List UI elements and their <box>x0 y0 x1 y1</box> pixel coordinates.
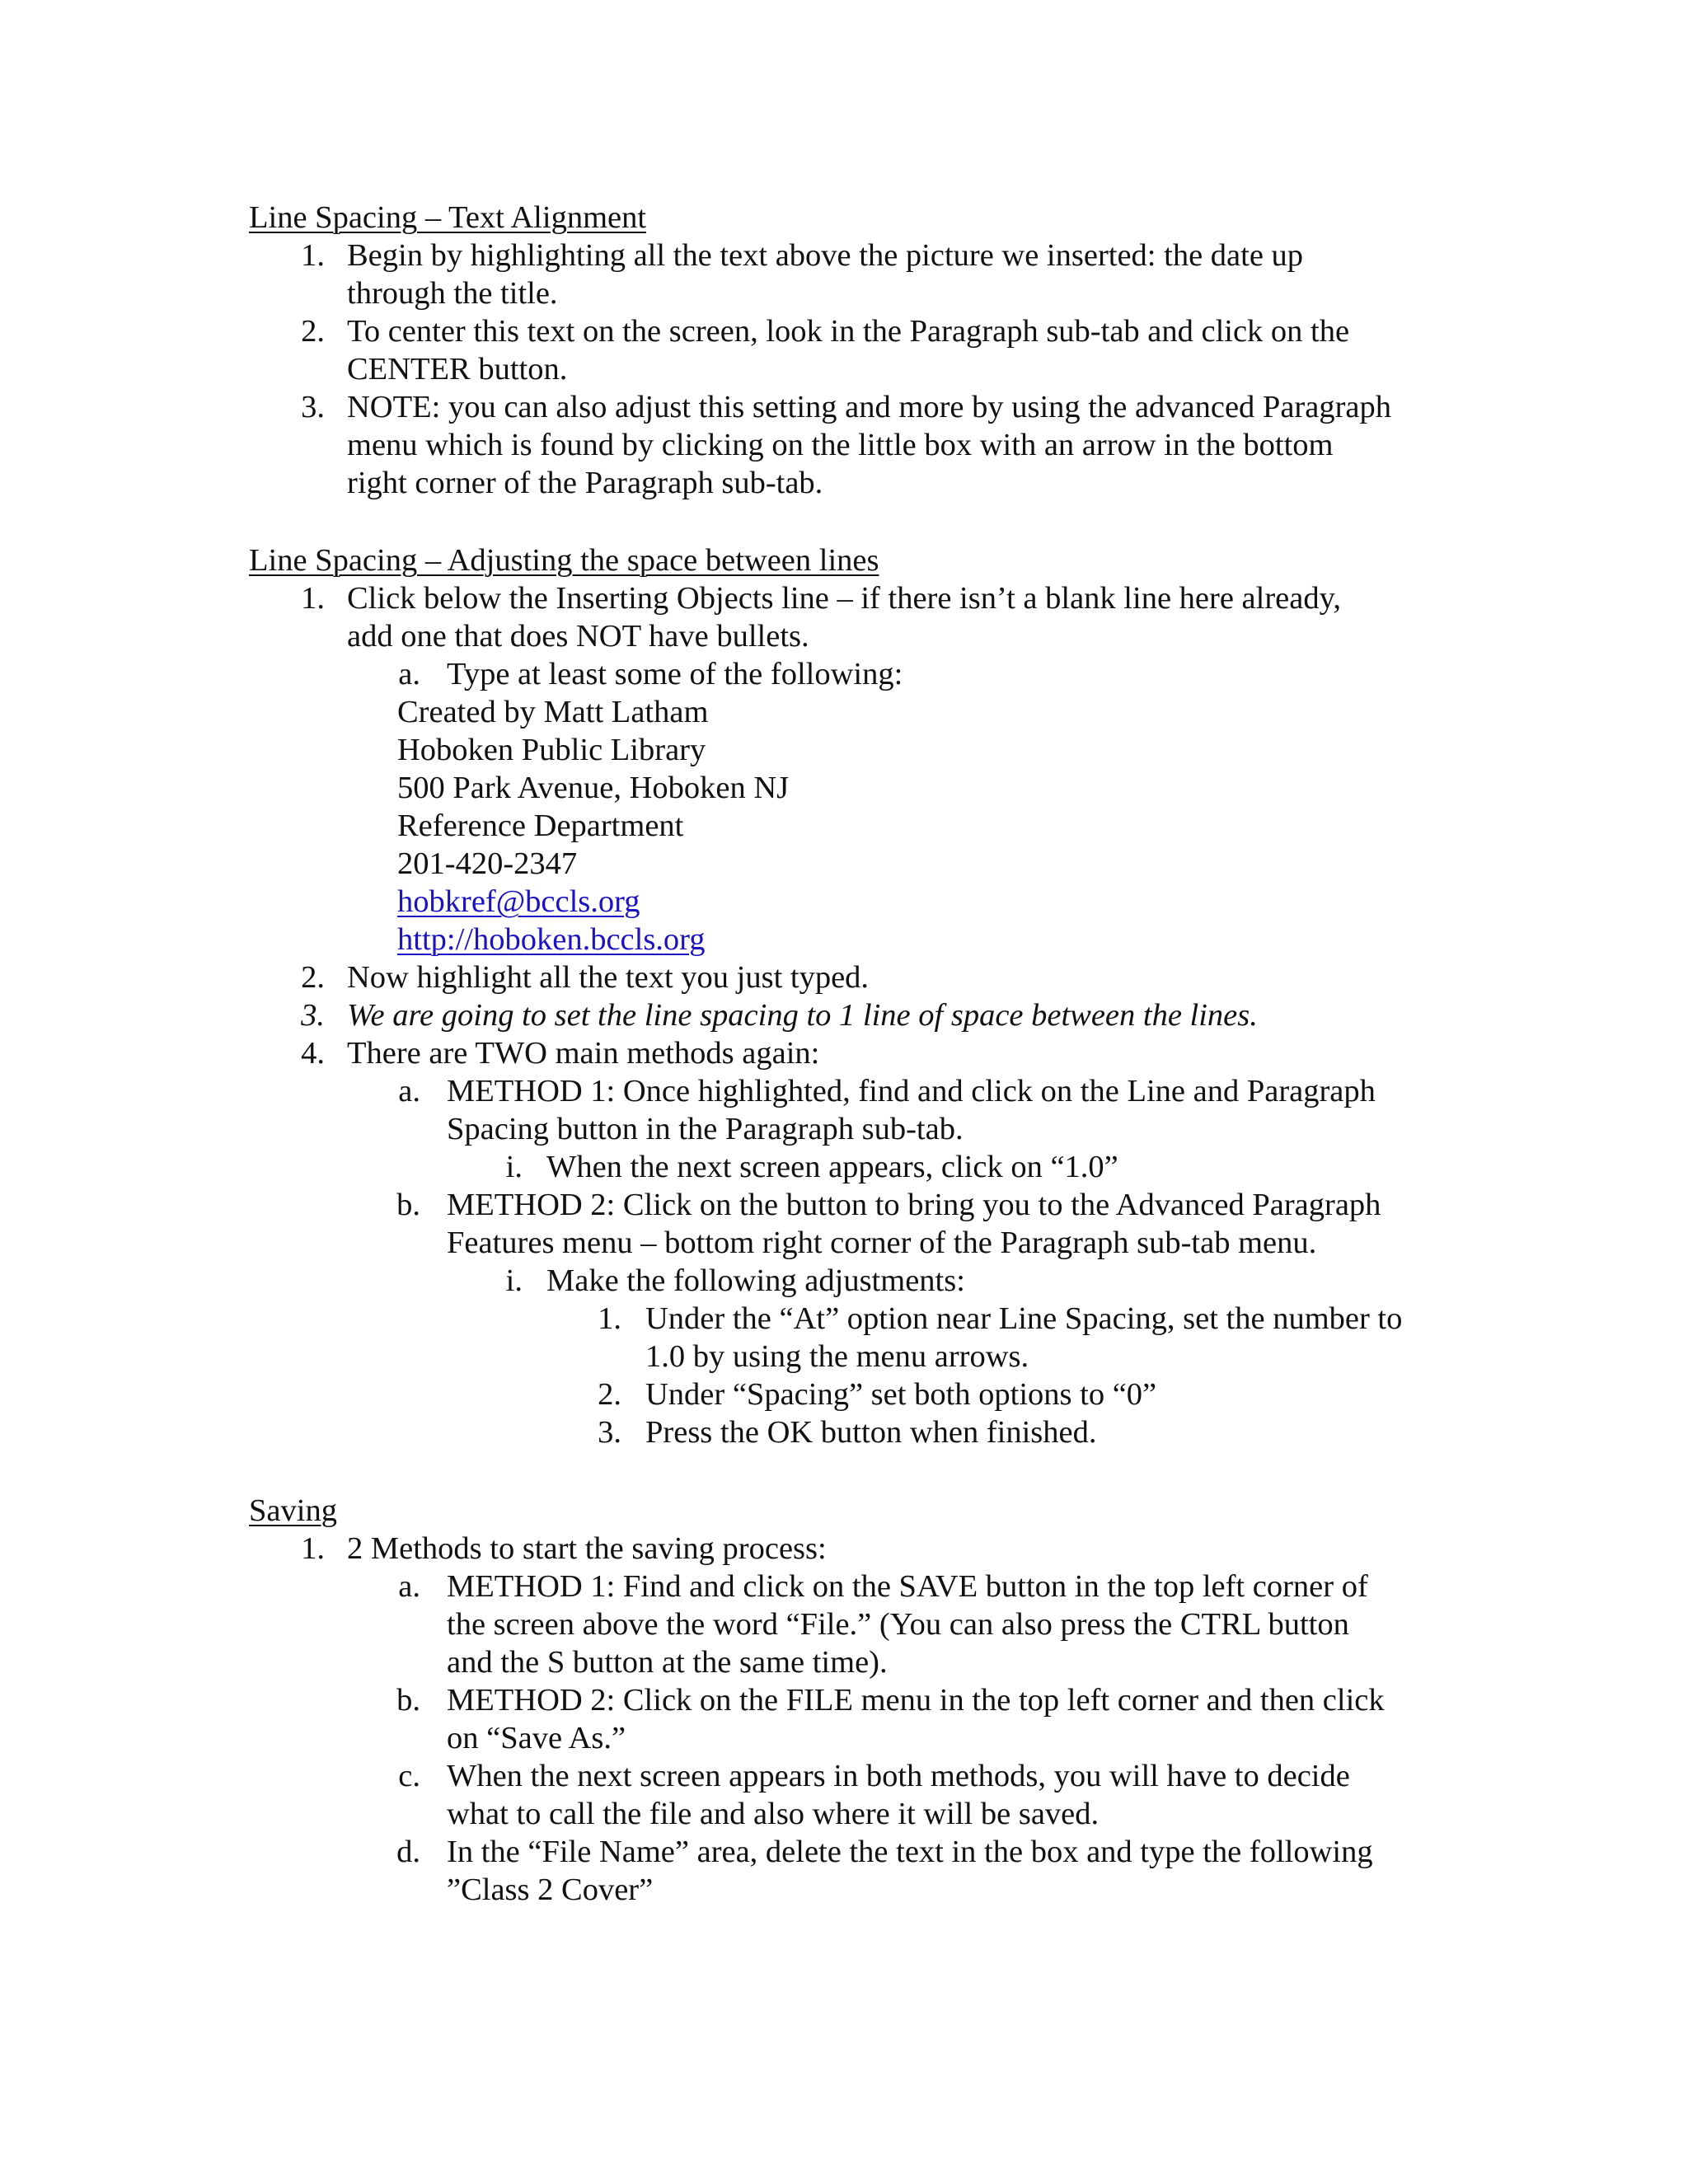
list-item-text: Under the “At” option near Line Spacing, set the number to <box>645 1301 1403 1336</box>
list-marker: 3. <box>598 1415 621 1450</box>
list-marker: a. <box>398 1569 420 1604</box>
list-item-text: CENTER button. <box>347 352 568 387</box>
list-marker: b. <box>396 1188 420 1222</box>
list-item-text: 1.0 by using the menu arrows. <box>645 1339 1029 1374</box>
list-marker: 3. <box>301 998 325 1033</box>
list-item-text: When the next screen appears in both methods, you will have to decide <box>447 1759 1350 1793</box>
list-item-text: METHOD 2: Click on the button to bring you to the Advanced Paragraph <box>447 1188 1381 1222</box>
list-item-text: ”Class 2 Cover” <box>447 1872 654 1907</box>
list-item-text: menu which is found by clicking on the little box with an arrow in the bottom <box>347 428 1334 462</box>
list-marker: b. <box>396 1683 420 1718</box>
list-marker: 1. <box>301 1531 325 1566</box>
list-item-text: METHOD 2: Click on the FILE menu in the top left corner and then click <box>447 1683 1385 1718</box>
list-marker: 1. <box>598 1301 621 1336</box>
contact-line: Created by Matt Latham <box>397 695 709 729</box>
list-marker: d. <box>396 1835 420 1869</box>
list-item-text: Features menu – bottom right corner of the Paragraph sub-tab menu. <box>447 1226 1317 1260</box>
list-item-text: METHOD 1: Once highlighted, find and click on the Line and Paragraph <box>447 1074 1376 1108</box>
list-item-text: Under “Spacing” set both options to “0” <box>645 1377 1157 1412</box>
list-item-text: on “Save As.” <box>447 1721 626 1755</box>
list-item-text: the screen above the word “File.” (You can also press the CTRL button <box>447 1607 1349 1642</box>
list-marker: 2. <box>598 1377 621 1412</box>
list-item-text: NOTE: you can also adjust this setting and more by using the advanced Paragraph <box>347 390 1391 424</box>
list-marker: 2. <box>301 314 325 349</box>
list-item-text: We are going to set the line spacing to 1 line of space between the lines. <box>347 998 1258 1033</box>
list-marker: i. <box>505 1150 523 1184</box>
list-marker: 4. <box>301 1036 325 1071</box>
list-item-text: To center this text on the screen, look in the Paragraph sub-tab and click on the <box>347 314 1350 349</box>
list-item-text: Spacing button in the Paragraph sub-tab. <box>447 1112 964 1146</box>
website-link[interactable]: http://hoboken.bccls.org <box>397 922 706 957</box>
list-marker: a. <box>398 657 420 691</box>
list-item-text: There are TWO main methods again: <box>347 1036 820 1071</box>
contact-line: Reference Department <box>397 808 684 843</box>
list-item-text: When the next screen appears, click on “1.0” <box>546 1150 1118 1184</box>
section-heading-saving: Saving <box>249 1493 337 1528</box>
list-item-text: Make the following adjustments: <box>546 1263 965 1298</box>
list-item-text: 2 Methods to start the saving process: <box>347 1531 827 1566</box>
list-item-text: through the title. <box>347 276 558 311</box>
list-item-text: Now highlight all the text you just typed. <box>347 960 870 995</box>
list-marker: c. <box>398 1759 420 1793</box>
list-marker: 3. <box>301 390 325 424</box>
email-link[interactable]: hobkref@bccls.org <box>397 884 640 919</box>
list-item-text: METHOD 1: Find and click on the SAVE button in the top left corner of <box>447 1569 1368 1604</box>
list-item-text: right corner of the Paragraph sub-tab. <box>347 466 823 500</box>
section-heading-line-spacing: Line Spacing – Adjusting the space between lines <box>249 543 879 578</box>
list-item-text: In the “File Name” area, delete the text in the box and type the following <box>447 1835 1373 1869</box>
list-marker: 2. <box>301 960 325 995</box>
list-item-text: Begin by highlighting all the text above the picture we inserted: the date up <box>347 238 1304 273</box>
list-marker: a. <box>398 1074 420 1108</box>
list-item-text: Type at least some of the following: <box>447 657 903 691</box>
list-item-text: what to call the file and also where it will be saved. <box>447 1797 1100 1831</box>
contact-line: Hoboken Public Library <box>397 733 706 767</box>
contact-line: 500 Park Avenue, Hoboken NJ <box>397 771 790 805</box>
list-marker: 1. <box>301 581 325 616</box>
list-item-text: add one that does NOT have bullets. <box>347 619 809 654</box>
section-heading-text-alignment: Line Spacing – Text Alignment <box>249 200 647 235</box>
list-marker: i. <box>505 1263 523 1298</box>
list-item-text: Press the OK button when finished. <box>645 1415 1097 1450</box>
list-item-text: and the S button at the same time). <box>447 1645 888 1680</box>
contact-line: 201-420-2347 <box>397 846 578 881</box>
list-item-text: Click below the Inserting Objects line – if there isn’t a blank line here already, <box>347 581 1341 616</box>
list-marker: 1. <box>301 238 325 273</box>
